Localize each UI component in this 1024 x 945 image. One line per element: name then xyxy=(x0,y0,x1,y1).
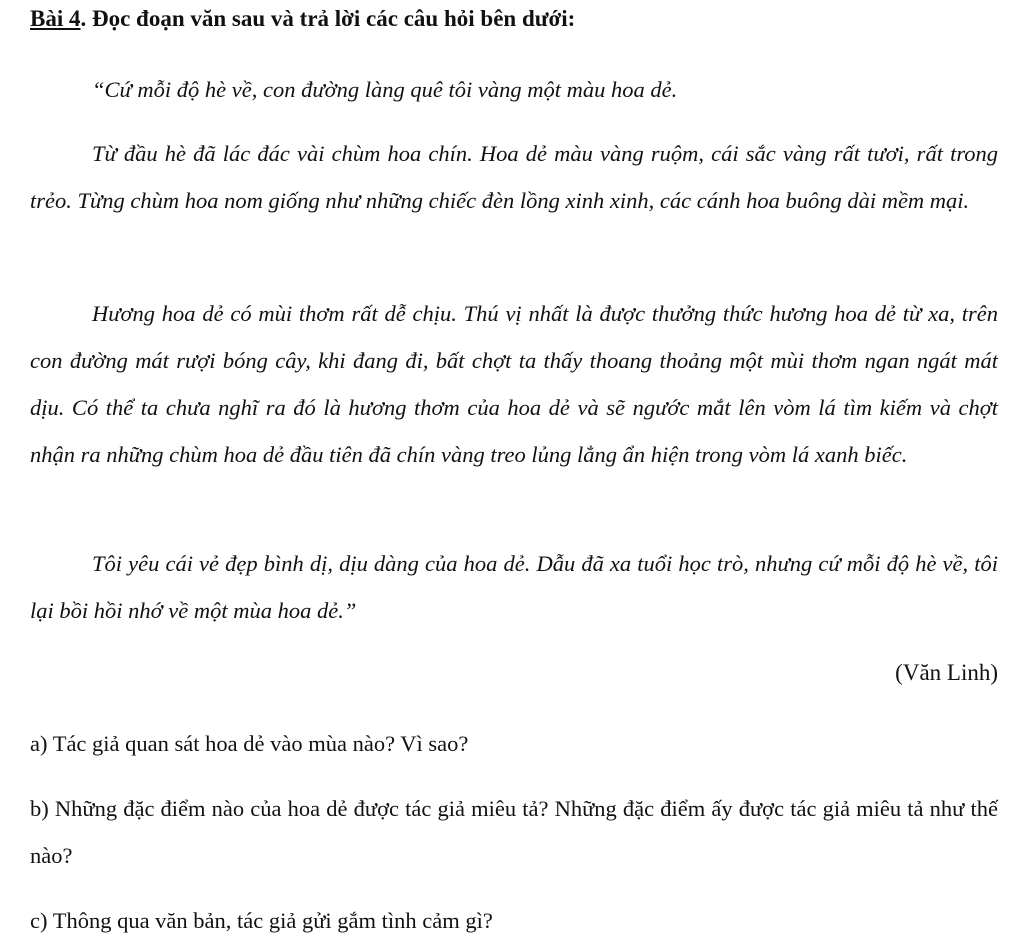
passage-paragraph: “Cứ mỗi độ hè về, con đường làng quê tôi vàng một màu hoa dẻ. xyxy=(92,77,678,102)
question-a: a) Tác giả quan sát hoa dẻ vào mùa nào? Vì sao? xyxy=(30,731,469,756)
passage-paragraph: Hương hoa dẻ có mùi thơm rất dễ chịu. Thú vị nhất là được thưởng thức hương hoa dẻ từ xa, trên con đường mát rượi bóng cây, khi đang đi, bất chợt ta thấy thoang thoảng một mùi thơm ngan ngát mát dịu. Có thể ta chưa nghĩ ra đó là hương thơm của hoa dẻ và sẽ ngước mắt lên vòm lá tìm kiếm và chợt nhận ra những chùm hoa dẻ đầu tiên đã chín vàng treo lủng lẳng ẩn hiện trong vòm lá xanh biếc. xyxy=(30,301,998,467)
passage-paragraph: Tôi yêu cái vẻ đẹp bình dị, dịu dàng của hoa dẻ. Dẫu đã xa tuổi học trò, nhưng cứ mỗi độ hè về, tôi lại bồi hồi nhớ về một mùa hoa dẻ.” xyxy=(30,551,998,623)
exercise-heading xyxy=(30,6,575,32)
exercise-instruction: . Đọc đoạn văn sau và trả lời các câu hỏi bên dưới: xyxy=(80,6,576,31)
question-b: b) Những đặc điểm nào của hoa dẻ được tác giả miêu tả? Những đặc điểm ấy được tác giả miêu tả như thế nào? xyxy=(30,796,998,868)
exercise-label: Bài 4 xyxy=(30,6,81,31)
question-c: c) Thông qua văn bản, tác giả gửi gắm tình cảm gì? xyxy=(30,908,493,933)
passage-author: (Văn Linh) xyxy=(895,660,998,685)
passage-paragraph: Từ đầu hè đã lác đác vài chùm hoa chín. Hoa dẻ màu vàng ruộm, cái sắc vàng rất tươi, rất trong trẻo. Từng chùm hoa nom giống như những chiếc đèn lồng xinh xinh, các cánh hoa buông dài mềm mại. xyxy=(30,141,998,213)
